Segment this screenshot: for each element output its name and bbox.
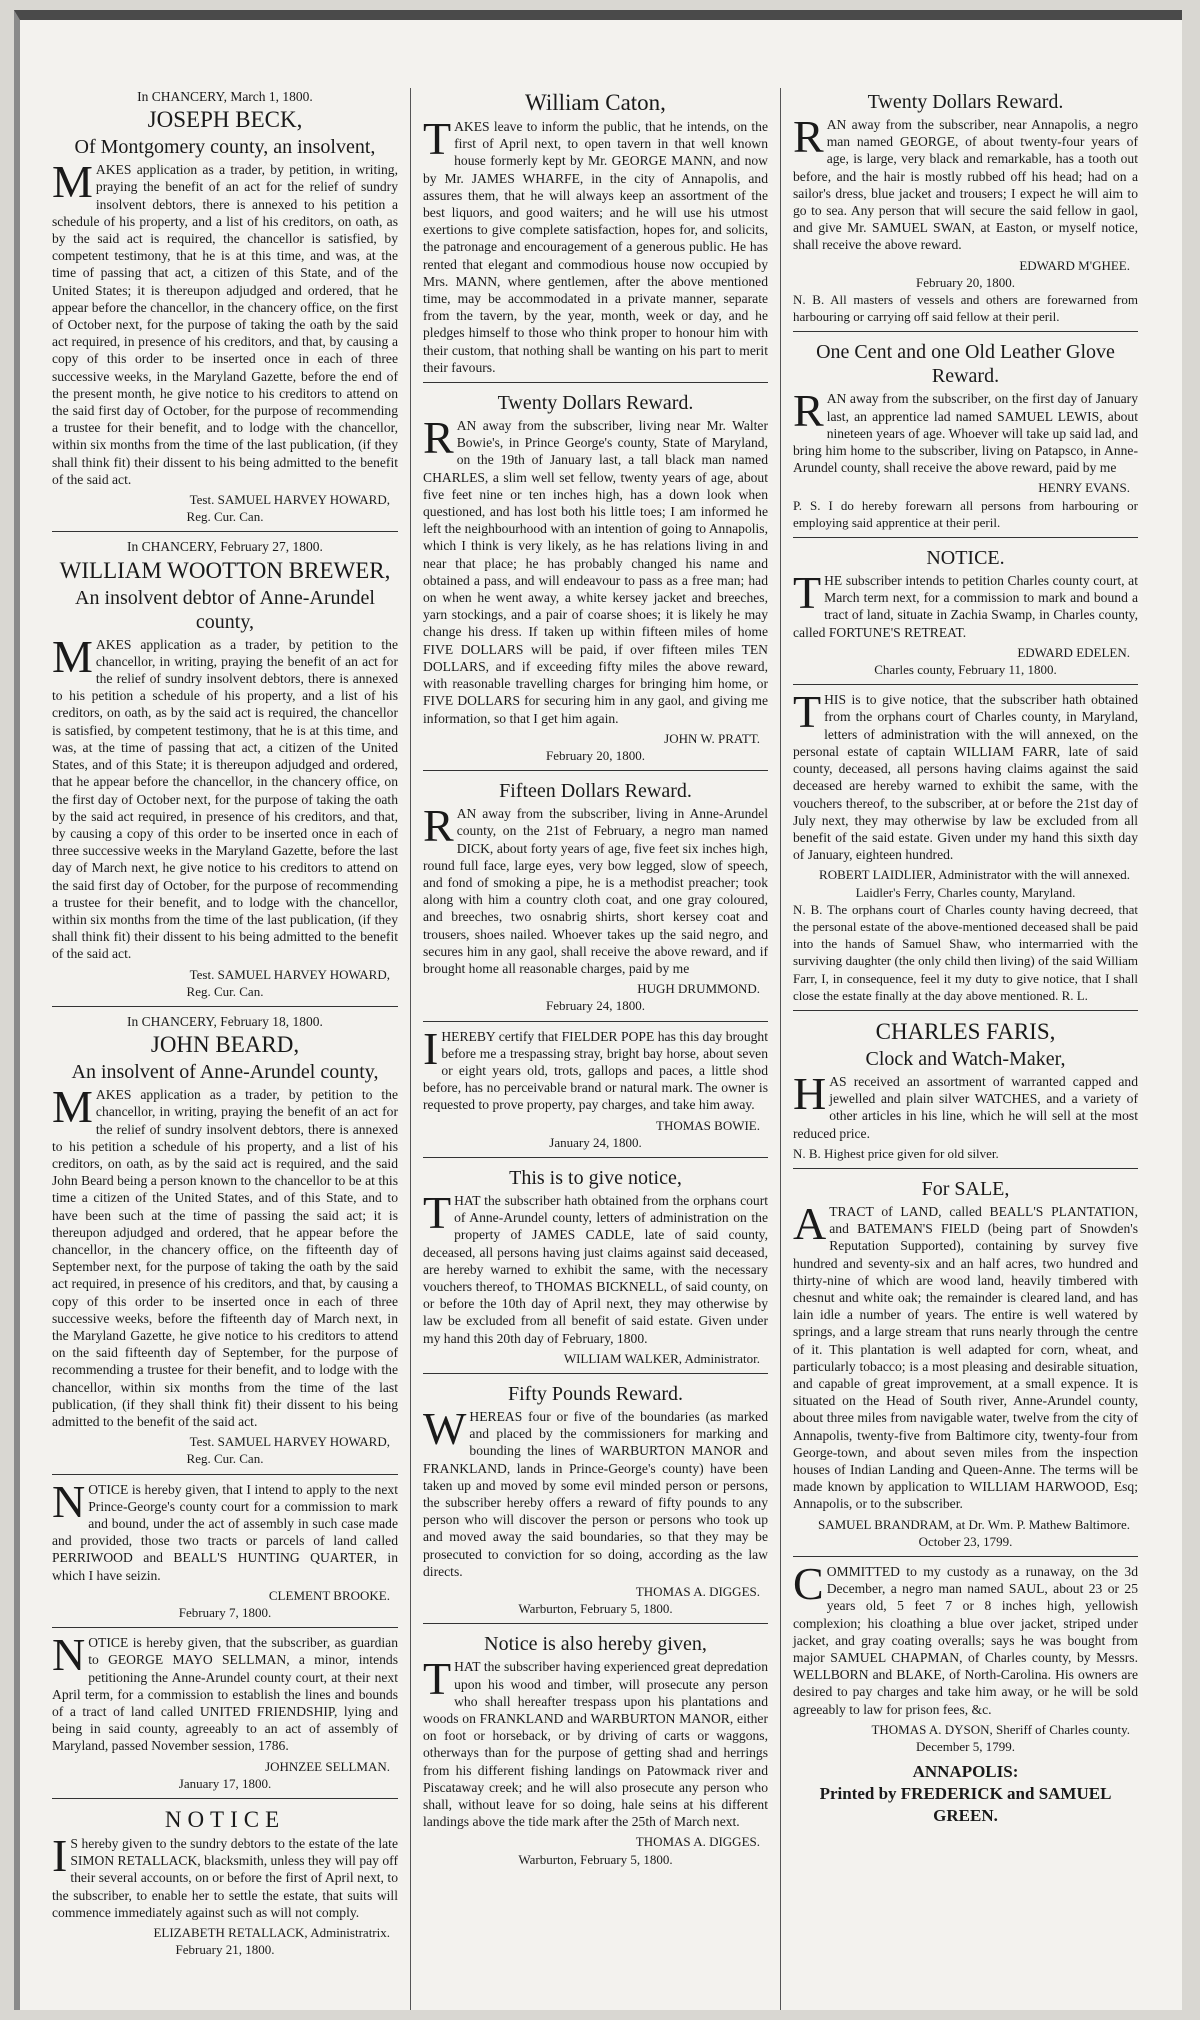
drop-cap: N (52, 1629, 86, 1681)
ad-date: January 24, 1800. (549, 1134, 642, 1150)
ad-subheading: Fifty Pounds Reward. (508, 1383, 683, 1405)
ad-subheading: Twenty Dollars Reward. (867, 91, 1064, 113)
ad-body (793, 567, 1138, 641)
ad-body (52, 1629, 398, 1754)
ad-date: February 24, 1800. (546, 998, 645, 1014)
advertisement (423, 770, 768, 1014)
ad-body-text: HAT the subscriber hath obtained from the orphans court of Anne-Arundel county, letters of administration on the property of JAMES CADLE, late of said county, deceased, all persons having just claims against said deceased, are hereby warned to exhibit the same, with the necessary vouchers thereof, to THOMAS BICKNELL, of said county, on or before the 10th day of April next, they may otherwise by law be excluded from all benefit of said estate. Given under my hand this 20th day of February, 1800. (423, 1192, 768, 1346)
imprint-printer: Printed by FREDERICK and SAMUEL GREEN. (819, 1784, 1112, 1826)
ad-date: Reg. Cur. Can. (186, 983, 264, 999)
ad-date: Charles county, February 11, 1800. (874, 662, 1057, 678)
drop-cap: T (423, 1186, 452, 1238)
advertisement (52, 1627, 398, 1792)
ad-subheading: NOTICE. (926, 547, 1005, 570)
ad-body (52, 156, 398, 488)
ad-signature: THOMAS A. DIGGES. (635, 1584, 760, 1600)
advertisement (793, 1168, 1138, 1550)
ad-dateline: In CHANCERY, March 1, 1800. (137, 89, 313, 104)
drop-cap: W (423, 1403, 467, 1454)
ad-subheading: For SALE, (921, 1177, 1010, 1200)
ad-body (52, 1081, 398, 1430)
drop-cap: R (793, 111, 824, 162)
drop-cap: R (423, 412, 454, 464)
ad-date: January 17, 1800. (178, 1775, 272, 1791)
ad-date: February 21, 1800. (175, 1942, 275, 1958)
ad-heading: WILLIAM WOOTTON BREWER, (59, 557, 391, 583)
ad-subheading: Twenty Dollars Reward. (497, 392, 694, 415)
ad-signature: JOHNZEE SELLMAN. (265, 1758, 390, 1774)
ad-signature: EDWARD EDELEN. (1017, 644, 1130, 660)
drop-cap: T (423, 113, 452, 164)
ad-subheading: Notice is also hereby given, (484, 1633, 707, 1656)
ad-signature: HENRY EVANS. (1038, 480, 1130, 496)
ad-signature: ROBERT LAIDLIER, Administrator with the will annexed. (819, 867, 1130, 883)
advertisement (793, 537, 1138, 678)
ad-body-text: AKES application as a trader, by petition to the chancellor, in writing, praying the benefit of an act for the relief of sundry insolvent debtors, there is annexed to his petition a schedule of his property, and a list of his creditors, on oath, as by the said act is required, the chancellor is satisfied, by competent testimony, that he is at this time, and was, at the time of passing that act, a citizen of the United States, and of this State; it is thereupon adjudged and ordered, that he appear before the chancellor, in the chancery office, on the first day of October next, for the purpose of taking the oath by the said act required, in presence of his creditors, and that, by causing a copy of this order to be inserted once in each of three successive weeks in the Maryland Gazette, before the last day of March next, he give notice to his creditors to attend on the said first day of October, for the purpose of recommending a trustee for their benefit, and to lodge with the chancellor, within six months from the time of the last publication, (if they shall think fit) their dissent to his being admitted to the benefit of the said act. (52, 636, 398, 962)
ad-subheading: Of Montgomery county, an insolvent, (74, 136, 376, 159)
ad-signature: Test. SAMUEL HARVEY HOWARD, (189, 1434, 390, 1450)
newspaper-page (14, 10, 1182, 2010)
ad-body (423, 800, 768, 977)
ad-body (793, 1197, 1138, 1513)
ad-date: February 20, 1800. (546, 747, 645, 763)
ad-body-text: AN away from the subscriber, living near Mr. Walter Bowie's, in Prince George's county, State of Maryland, on the 19th of January last, a tall black man named CHARLES, a slim well set fellow, twenty years of age, about five feet nine or ten inches high, has a down look when questioned, and has lost both his little toes; I am informed he left the neighbourhood with an intention of going to Annapolis, which I think is very likely, as he has relations living in and near that place; he has probably changed his name and obtained a pass, and will endeavour to pass as a free man; had on when he went away, a white kersey jacket and breeches, yarn stockings, and a pair of coarse shoes; it is likely he may change his dress. If taken up within fifteen miles of home FIVE DOLLARS will be paid, if over fifteen miles TEN DOLLARS, and if exceeding fifty miles the above reward, with reasonable travelling charges for bringing him home, or FIVE DOLLARS for securing him in any gaol, and giving me information, so that I get him again. (423, 418, 768, 726)
advertisement (52, 531, 398, 999)
ad-note: N. B. All masters of vessels and others are forewarned from harbouring or carrying off said fellow at their peril. (793, 292, 1138, 325)
ad-body-text: HE subscriber intends to petition Charles county court, at March term next, for a commission to mark and bound a tract of land, situate in Zachia Swamp, in Charles county, called FORTUNE'S RETREAT. (793, 573, 1138, 640)
ad-signature: CLEMENT BROOKE. (268, 1587, 390, 1603)
ad-body (793, 1067, 1138, 1142)
ad-signature: WILLIAM WALKER, Administrator. (563, 1350, 760, 1366)
ad-body-text: AS received an assortment of warranted capped and jewelled and plain silver WATCHES, and a variety of other articles in his line, which he will sell at the most reduced price. (793, 1073, 1138, 1141)
ad-body-text: TRACT of LAND, called BEALL'S PLANTATION, and BATEMAN'S FIELD (being part of Snowden's Reputation Supported), containing by survey five hundred and seventy-six and an half acres, two hundred and thirty-nine of which are wood land, heavily timbered with chesnut and white oak; the remainder is cleared land, and has lain idle a number of years. The entire is well watered by springs, and a large stream that runs nearly through the centre of it. This plantation is well adapted for corn, wheat, and particularly tobacco; is a most pleasing and desirable situation, and capable of great improvement, at a small expence. It is situated on the Head of South river, Anne-Arundel county, about three miles from navigable water, twelve from the city of Annapolis, twenty-five from Baltimore city, twenty-four from George-town, and about seven miles from the inspection houses of Indian Landing and Queen-Anne. The terms will be made known by application to WILLIAM HARWOOD, Esq; Annapolis, or to the subscriber. (793, 1203, 1138, 1512)
drop-cap: M (52, 630, 93, 682)
ad-heading: NOTICE (164, 1807, 286, 1833)
ad-subheading: Clock and Watch-Maker, (865, 1047, 1066, 1070)
imprint-place: ANNAPOLIS: (912, 1762, 1019, 1782)
drop-cap: M (52, 156, 93, 208)
drop-cap: T (423, 1653, 452, 1705)
ad-signature: JOHN W. PRATT. (664, 730, 760, 746)
ad-body-text: AKES application as a trader, by petition, in writing, praying the benefit of an act for the relief of sundry insolvent debtors, there is annexed to his petition a schedule of his property, and a list of his creditors, on oath, as by the said act is required, the chancellor is satisfied, by competent testimony, that he is at this time, and was, at the time of passing that act, a citizen of this State, and of the United States; it is thereupon adjudged and ordered, that he appear before the chancellor, in the chancery office, on the first of October next, for the purpose of taking the oath by the said act required, in presence of his creditors, and that, by causing a copy of this order to be inserted once in each of three successive weeks, in the Maryland Gazette, before the end of the present month, he give notice to his creditors to attend on the said first day of October, for the purpose of recommending a trustee for their benefit, and to lodge with the chancellor, within six months from the time of the last publication, (if they shall think fit) their dissent to his being admitted to the benefit of the said act. (52, 162, 398, 487)
advertisement (423, 1021, 768, 1151)
column-container (20, 20, 1182, 2010)
ad-subheading: This is to give notice, (509, 1166, 682, 1189)
ad-subheading: An insolvent of Anne-Arundel county, (71, 1061, 379, 1084)
ad-subheading: Fifteen Dollars Reward. (499, 780, 692, 803)
ad-date: October 23, 1799. (918, 1533, 1013, 1549)
drop-cap: I (52, 1830, 68, 1882)
advertisement (423, 90, 768, 376)
ad-date: Warburton, February 5, 1800. (518, 1601, 673, 1617)
ad-subheading: One Cent and one Old Leather Glove Reward. (816, 341, 1115, 388)
ad-signature: Test. SAMUEL HARVEY HOWARD, (189, 492, 390, 508)
ad-body (423, 1022, 768, 1114)
ad-note: N. B. Highest price given for old silver. (793, 1145, 999, 1161)
drop-cap: C (793, 1558, 824, 1610)
advertisement (793, 331, 1138, 531)
advertisement (423, 1623, 768, 1867)
ad-body (793, 385, 1138, 476)
ad-body (423, 113, 768, 376)
ad-note: P. S. I do hereby forewarn all persons from harbouring or employing said apprentice at their peril. (793, 497, 1138, 530)
ad-heading: JOSEPH BECK, (147, 107, 303, 133)
ad-body-text: AKES leave to inform the public, that he intends, on the first of April next, to open tavern in that well known house formerly kept by Mr. GEORGE MANN, and now by Mr. JAMES WHARFE, in the city of Annapolis, and assures them, that he will always keep an assortment of the best liquors, and good waiters; and he will use his utmost exertions to give complete satisfaction, hopes for, and solicits, the patronage and encouragement of a generous public. He has rented that elegant and commodious house now occupied by Mrs. MANN, where gentlemen, after the above mentioned time, may be accommodated in a private manner, separate from the tavern, by the year, month, week or day, and he pledges himself to those who think proper to honour him with their custom, that nothing shall be wanting on his part to merit their favours. (423, 119, 768, 375)
ad-signature: SAMUEL BRANDRAM, at Dr. Wm. P. Mathew Baltimore. (818, 1516, 1130, 1532)
ad-signature: EDWARD M'GHEE. (1019, 257, 1130, 273)
ad-note: N. B. The orphans court of Charles county having decreed, that the personal estate of the above-mentioned deceased shall be paid into the hands of Samuel Shaw, who intermarried with the surviving daughter (the only child then living) of the said William Farr, I, in consequence, feel it my duty to give notice, that I shall close the estate finally at the day above mentioned. R. L. (793, 901, 1138, 1003)
advertisement (52, 1798, 398, 1958)
ad-signature: ELIZABETH RETALLACK, Administratrix. (153, 1925, 390, 1941)
ad-signature: Test. SAMUEL HARVEY HOWARD, (189, 966, 390, 982)
ad-body-text: AN away from the subscriber, near Annapolis, a negro man named GEORGE, of about twenty-four years of age, is large, very black and remarkable, has a tooth out before, and the hair is mostly rubbed off his head; had on a sailor's dress, blue jacket and trousers; I expect he will aim to go to sea. Any person that will secure the said fellow in gaol, and give Mr. SAMUEL SWAN, at Easton, or myself notice, shall receive the above reward. (793, 117, 1138, 253)
ad-body-text: OMMITTED to my custody as a runaway, on the 3d December, a negro man named SAUL, about 23 or 25 years old, 5 feet 7 or 8 inches high, yellowish complexion; his cloathing a blue over jacket, striped under jacket, and gray coating overalls; says he was bought from major SAMUEL CHAPMAN, of Charles county, by Messrs. WELLBORN and BLAKE, of North-Carolina. His owners are desired to pay charges and take him away, or he will be sold agreeably to law for prison fees, &c. (793, 1564, 1138, 1717)
advertisement (52, 88, 398, 525)
drop-cap: T (793, 567, 822, 619)
ad-signature: THOMAS A. DIGGES. (635, 1834, 760, 1850)
ad-signature: THOMAS A. DYSON, Sheriff of Charles county. (871, 1721, 1130, 1737)
ad-body (423, 1403, 768, 1580)
ad-signature: HUGH DRUMMOND. (637, 981, 760, 997)
ad-body (52, 630, 398, 963)
advertisement (52, 1006, 398, 1468)
ad-body-text: HEREBY certify that FIELDER POPE has this day brought before me a trespassing stray, bright bay horse, about seven or eight years old, trots, gallops and paces, a little shod before, has no perceivable brand or natural mark. The owner is requested to prove property, pay charges, and take him away. (423, 1028, 768, 1113)
ad-subheading: An insolvent debtor of Anne-Arundel county, (75, 586, 375, 633)
ad-body-text: OTICE is hereby given, that I intend to apply to the next Prince-George's county court for a commission to mark and bound, under the act of assembly in such case made and provided, those two tracts or parcels of land called PERRIWOOD and BEALL'S HUNTING QUARTER, in which I have seizin. (52, 1481, 398, 1583)
drop-cap: N (52, 1475, 86, 1527)
column-2 (410, 88, 780, 2010)
ad-body (793, 111, 1138, 254)
ad-date: Warburton, February 5, 1800. (518, 1851, 673, 1867)
ad-heading: JOHN BEARD, (150, 1032, 300, 1058)
drop-cap: A (793, 1197, 827, 1249)
ad-body (793, 686, 1138, 863)
ad-date: February 20, 1800. (916, 274, 1015, 290)
ad-date: February 7, 1800. (178, 1605, 272, 1621)
ad-body-text: AN away from the subscriber, living in Anne-Arundel county, on the 21st of February, a negro man named DICK, about forty years of age, five feet six inches high, round full face, large eyes, very bow legged, slow of speech, and fond of smoking a pipe, he is a methodist preacher; took along with him a country cloth coat, and one gray coloured, and breeches, two osnabrig shirts, short kersey coat and trousers, shoes nailed. Whoever takes up the said negro, and secures him in any gaol, shall receive the above reward, and if brought home all reasonable charges, paid by me (423, 806, 768, 976)
ad-body-text: AN away from the subscriber, on the first day of January last, an apprentice lad named SAMUEL LEWIS, about nineteen years of age. Whoever will take up said lad, and bring him home to the subscriber, living on Patapsco, in Anne-Arundel county, shall receive the above reward, paid by me (793, 391, 1138, 476)
ad-dateline: In CHANCERY, February 27, 1800. (127, 539, 323, 555)
advertisement (793, 1010, 1138, 1162)
drop-cap: H (793, 1067, 827, 1119)
advertisement (423, 1373, 768, 1617)
ad-date: Laidler's Ferry, Charles county, Maryland. (855, 884, 1076, 900)
advertisement (793, 90, 1138, 325)
column-1 (40, 88, 410, 2010)
ad-body (423, 1653, 768, 1830)
ad-body (423, 1186, 768, 1347)
ad-date: December 5, 1799. (916, 1739, 1015, 1755)
ad-heading: William Caton, (525, 90, 666, 115)
advertisement (423, 382, 768, 764)
advertisement (423, 1157, 768, 1367)
printer-imprint (793, 1761, 1138, 1827)
drop-cap: R (793, 385, 824, 437)
ad-body (52, 1475, 398, 1584)
drop-cap: M (52, 1081, 93, 1133)
ad-dateline: In CHANCERY, February 18, 1800. (127, 1013, 323, 1029)
advertisement (793, 1556, 1138, 1755)
drop-cap: T (793, 686, 822, 738)
ad-body-text: AKES application as a trader, by petition to the chancellor, in writing, praying the benefit of an act for the relief of sundry insolvent debtors, there is annexed to his petition a schedule of his property, and a list of his creditors, on oath, as by the said act is required, and the said John Beard being a person known to the chancellor to be at this time a citizen of the United States, and of this State, and to have been such at the time of passing the said act; it is thereupon adjudged and ordered, that he appear before the chancellor, in the chancery office, on the fifteenth day of September next, for the purpose of taking the oath by the said act required, in presence of his creditors, and that, by causing a copy of this order to be inserted once in each of three successive weeks, before the fifteenth day of March next, in the Maryland Gazette, he give notice to his creditors to attend on the said fifteenth day of September, for the purpose of recommending a trustee for their benefit, and to lodge with the chancellor, within six months from the time of the last publication, (if they shall think fit) their dissent to his being admitted to the benefit of the said act. (52, 1087, 398, 1429)
ad-body-text: OTICE is hereby given, that the subscriber, as guardian to GEORGE MAYO SELLMAN, a minor, intends petitioning the Anne-Arundel county court, at their next April term, for a commission to establish the lines and bounds of a tract of land called UNITED FRIENDSHIP, lying and being in said county, agreeably to an act of assembly of Maryland, passed November session, 1786. (52, 1635, 398, 1754)
ad-body (793, 1558, 1138, 1718)
ad-body-text: S hereby given to the sundry debtors to the estate of the late SIMON RETALLACK, blacksmith, unless they will pay off their several accounts, on or before the first of April next, to the subscriber, to enable her to settle the estate, that suits will commence immediately against such as will not comply. (52, 1836, 398, 1920)
ad-body-text: HEREAS four or five of the boundaries (as marked and placed by the commissioners for marking and bounding the lines of WARBURTON MANOR and FRANKLAND, lands in Prince-George's county) have been taken up and moved by some evil minded person or persons, the subscriber hereby offers a reward of fifty pounds to any person who will discover the person or persons who took up and moved away the said boundaries, so that they may be prosecuted to conviction for so doing, according as the law directs. (423, 1409, 768, 1579)
ad-date: Reg. Cur. Can. (186, 509, 264, 525)
advertisement (52, 1474, 398, 1622)
drop-cap: I (423, 1022, 439, 1074)
ad-signature: THOMAS BOWIE. (656, 1117, 760, 1133)
column-3 (780, 88, 1150, 2010)
ad-heading: CHARLES FARIS, (875, 1018, 1056, 1044)
ad-body-text: HIS is to give notice, that the subscriber hath obtained from the orphans court of Charles county, in Maryland, letters of administration with the will annexed, on the personal estate of captain WILLIAM FARR, late of said county, deceased, all persons having claims against the said deceased are hereby warned to exhibit the same, with the vouchers thereof, to the subscriber, at or before the 21st day of July next, they may otherwise by law be excluded from all benefit of the said estate. Given under my hand this sixth day of January, eighteen hundred. (793, 692, 1138, 863)
ad-date: Reg. Cur. Can. (186, 1451, 264, 1467)
advertisement (793, 684, 1138, 1004)
ad-body (423, 412, 768, 727)
drop-cap: R (423, 800, 454, 852)
ad-body-text: HAT the subscriber having experienced great depredation upon his wood and timber, will prosecute any person who shall hereafter trespass upon his plantations and woods on FRANKLAND and WARBURTON MANOR, either on foot or horseback, or by driving of carts or waggons, otherways than for the purpose of getting shad and herrings from his different fishing landings on Patowmack river and Piscataway creek; and he will also prosecute any person who shall, without leave for so doing, hale seins at his different landings above the tide mark after the 25th of March next. (423, 1659, 768, 1830)
ad-body (52, 1830, 398, 1921)
